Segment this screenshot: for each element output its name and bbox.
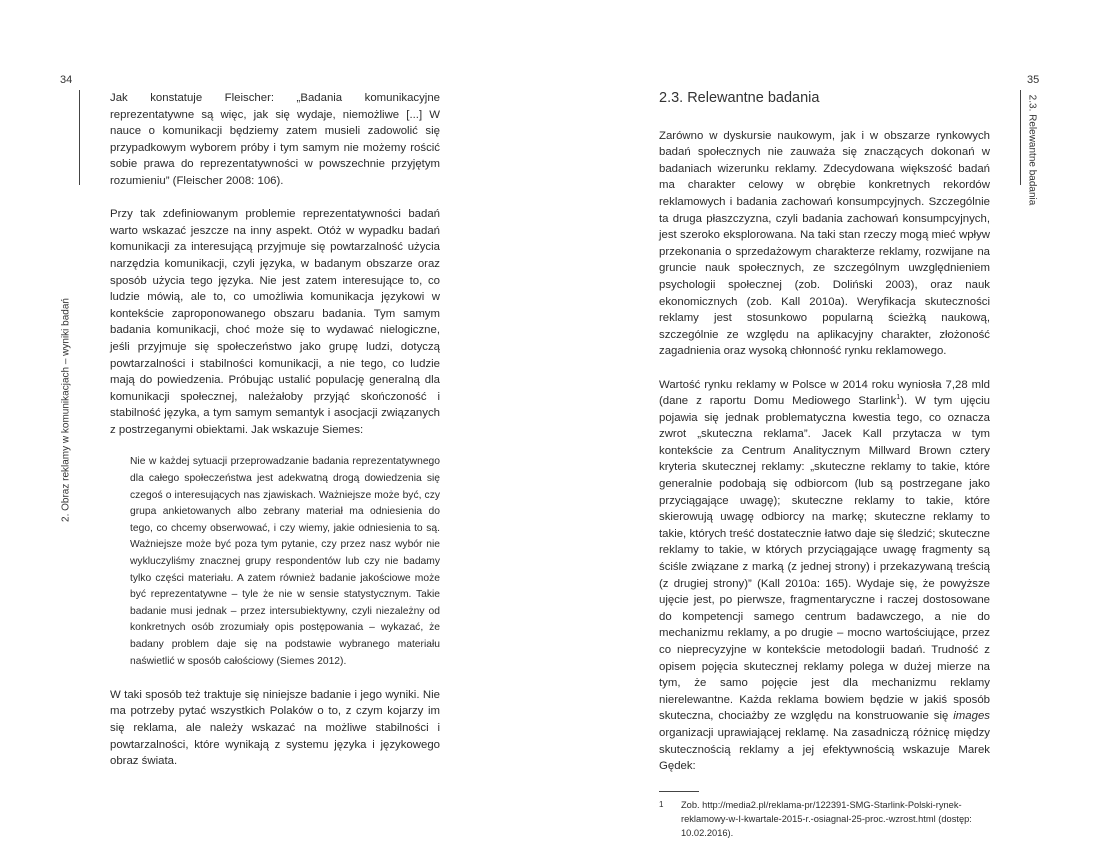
market-value-text-start: Wartość rynku reklamy w Polsce w 2014 roku wyniosła 7,28 mld (dane z raportu Domu Mediowego Starlink xyxy=(659,378,990,408)
italic-images: images xyxy=(953,710,990,723)
footnote-number: 1 xyxy=(659,799,664,809)
footnote-reference[interactable]: 1 xyxy=(896,394,901,402)
paragraph-research-overview: Zarówno w dyskursie naukowym, jak i w obszarze rynkowych badań społecznych nie zauważa się znaczących dokonań w badaniach wizerunku reklamy. Zdecydowana większość badań ma charakter celowy w obrębie konkretnych rekordów reklamowych i badania zachowań konsumpcyjnych. Szczególnie ta druga płaszczyzna, czyli badania zachowań konsumpcyjnych, jest szeroko eksplorowana. Na taki stan rzeczy mogą mieć wpływ przekonania o sprzedażowym charakterze reklamy, rozwijane na gruncie nauk społecznych, ze szczególnym uwzględnieniem psychologii społecznej (zob. Doliński 2003), oraz nauk ekonomicznych (zob. Kall 2010a). Weryfikacja skuteczności reklamy jest stosunkowo popularną ścieżką naukową, szczególnie ze względu na aplikacyjny charakter, złożoność zagadnienia oraz wysoką chłonność rynku reklamowego. xyxy=(659,129,990,358)
market-value-text-end: organizacji uprawiającej reklamę. Na zasadniczą różnicę między skutecznością reklamy a jej efektywnością wskazuje Marek Gędek: xyxy=(659,726,990,773)
left-header-rule xyxy=(79,90,80,185)
paragraph-fleischer: Jak konstatuje Fleischer: „Badania komunikacyjne reprezentatywne są więc, jak się wydaje, niemożliwe [...] W nauce o komunikacji będziemy zatem musieli zadowolić się przypadkowym wyborem próby i tym samym nie możemy rościć sobie prawa do reprezentatywności w powszechnie przyjętym rozumieniu” (Fleischer 2008: 106). xyxy=(110,92,440,187)
right-text-column xyxy=(659,90,990,840)
left-text-column xyxy=(110,90,440,770)
paragraph-closing: W taki sposób też traktuje się niniejsze badanie i jego wyniki. Nie ma potrzeby pytać wszystkich Polaków o to, z czym kojarzy im się reklama, ale należy wskazać na możliwe stabilności i powtarzalności, które wynikają z systemu języka i językowego obraz świata. xyxy=(110,688,440,768)
block-quote-siemes: Nie w każdej sytuacji przeprowadzanie badania reprezentatywnego dla całego społeczeństwa jest adekwatną drogą dowiedzenia się czegoś o interesujących nas zjawiskach. Ważniejsze może być, czy grupa ankietowanych albo zebrany materiał ma odniesienia do tego, co chcemy obserwować, i czy wiemy, jakie odniesienia to są. Ważniejsze może być poza tym pytanie, czy przez nasz wybór nie wykluczyliśmy znacznej grupy respondentów lub czy nie badamy tylko części materiału. A zatem również badanie jakościowe może być reprezentatywne – tyle że nie w sensie statystycznym. Takie badanie musi jednak – przez intersubiektywny, czyli niezależny od konkretnych osób zrozumiały opis postępowania – wykazać, że badany problem daje się na podstawie wybranego materiału naświetlić w sposób całościowy (Siemes 2012). xyxy=(130,456,440,667)
right-header-rule xyxy=(1020,90,1021,185)
right-page-number: 35 xyxy=(1027,74,1040,86)
right-running-head: 2.3. Relewantne badania xyxy=(1026,94,1038,206)
section-title: 2.3. Relewantne badania xyxy=(659,90,820,106)
paragraph-representativeness: Przy tak zdefiniowanym problemie reprezentatywności badań warto wskazać jeszcze na inny aspekt. Otóż w wypadku badań komunikacji za interesującą przyjmuje się powtarzalność użycia narzędzia komunikacji, czyli języka, w badanym obszarze oraz sposób użycia tego języka. Nie jest zatem interesujące to, co ludzie mówią, ale to, co umożliwia komunikacja językowi w kontekście zaproponowanego obszaru badania. Tym samym badania komunikacji, choć może się to wydawać nielogiczne, jeśli przyjmuje się społeczeństwo jako grupę ludzi, dotyczą powtarzalności i stabilności komunikacji, a nie tego, co ludzie mają do powiedzenia. Próbując ustalić populację generalną dla komunikacji społecznej, należałoby przyjąć skończoność i stabilność języka, a tym samym semantyk i asocjacji związanych z postrzeganymi obiektami. Jak wskazuje Siemes: xyxy=(110,208,440,436)
left-running-head: 2. Obraz reklamy w komunikacjach – wyniki badań xyxy=(60,298,72,522)
footnote-separator xyxy=(659,791,699,792)
footnote-1 xyxy=(659,798,990,840)
market-value-text-middle: ). W tym ujęciu pojawia się jednak problematyczna kwestia tego, co oznacza zwrot „skuteczna reklama”. Jacek Kall przytacza w tym kontekście za Centrum Analitycznym Millward Brown cztery kryteria skutecznej reklamy: „skuteczne reklamy to takie, które generalnie podobają się odbiorcom (lub są postrzegane jako przyciągające uwagę); skuteczne reklamy to takie, które skierowują uwagę odbiorcy na markę; skuteczne reklamy to takie, których treść dostatecznie łatwo daje się śledzić; skuteczne reklamy to takie, w których przyciągające uwagę fragmenty są ściśle związane z marką (z jednej strony) i przekazywaną treścią (z drugiej strony)” (Kall 2010a: 165). Wydaje się, że powyższe ujęcie jest, po pierwsze, fragmentaryczne i raczej dostosowane do kompetencji samego centrum badawczego, a nie do mechanizmu reklamy, a po drugie – mocno wartościujące, przez co nieprecyzyjne w kontekście metodologii badań. Trudność z opisem pojęcia skutecznej reklamy polega w dużej mierze na tym, że samo pojęcie jest dla mechanizmu reklamy nierelewantne. Każda reklama bowiem będzie w jakiś sposób skuteczna, chociażby ze względu na konstruowanie się xyxy=(659,395,990,723)
footnote-text: Zob. http://media2.pl/reklama-pr/122391-SMG-Starlink-Polski-rynek-reklamowy-w-I-kwartale-2015-r.-osiagnal-25-proc.-wzrost.html (dostęp: 10.02.2016). xyxy=(681,799,972,838)
left-page-number: 34 xyxy=(60,74,73,86)
paragraph-market-value xyxy=(659,377,990,775)
